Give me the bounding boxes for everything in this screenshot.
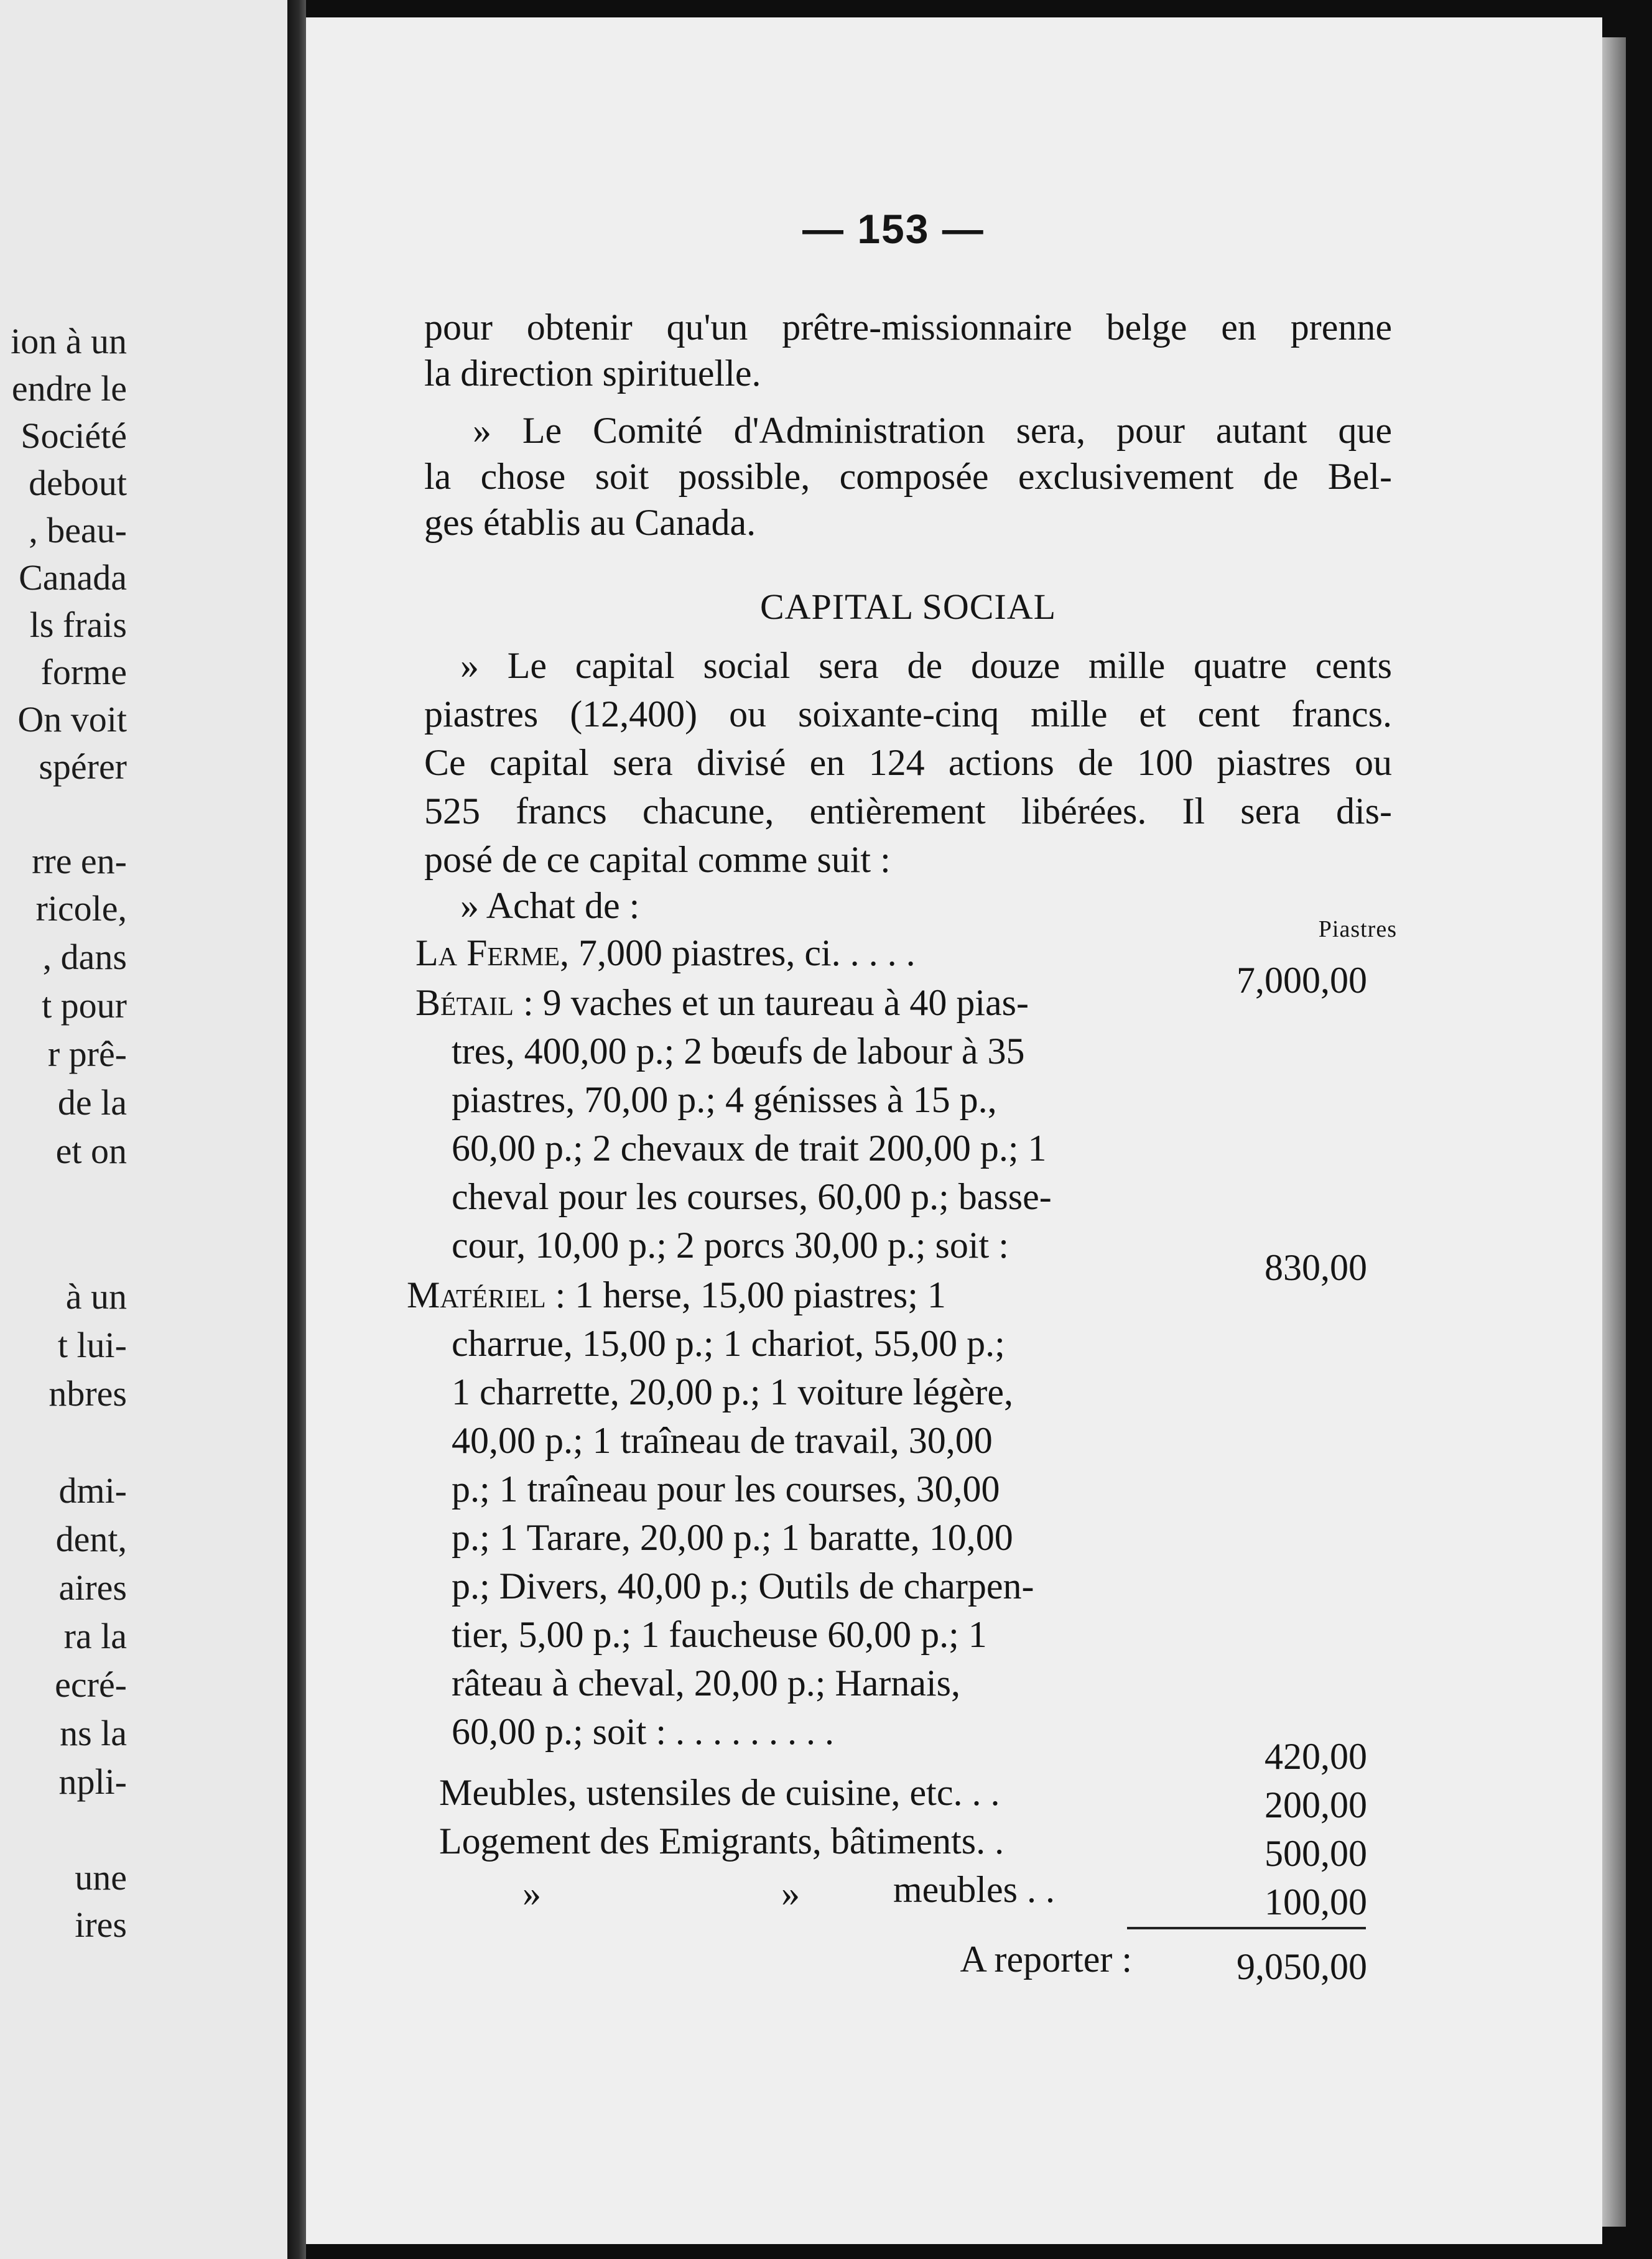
- facing-page-text-fragment: ion à un: [11, 321, 127, 361]
- facing-page-text-fragment: Société: [21, 415, 127, 456]
- facing-page-text-fragment: t lui-: [57, 1325, 127, 1365]
- facing-page-text-fragment: On voit: [17, 699, 127, 740]
- facing-page-text-fragment: ricole,: [35, 888, 127, 929]
- section-heading: CAPITAL SOCIAL: [759, 587, 1057, 627]
- item-betail: [415, 984, 1137, 1021]
- item-text: : 1 herse, 15,00 piastres; 1: [545, 1274, 946, 1315]
- facing-page-text-fragment: de la: [57, 1082, 127, 1123]
- facing-page-text-fragment: à un: [65, 1276, 127, 1317]
- column-header-piastres: Piastres: [1318, 916, 1397, 942]
- facing-page-text-fragment: debout: [29, 463, 127, 503]
- item-label: La Ferme: [415, 932, 560, 973]
- item-line: 60,00 p.; soit : . . . . . . . . .: [452, 1711, 835, 1752]
- item-line: piastres, 70,00 p.; 4 génisses à 15 p.,: [452, 1079, 997, 1120]
- facing-page-text-fragment: r prê-: [47, 1034, 127, 1074]
- facing-page-text-fragment: rre en-: [32, 841, 127, 881]
- facing-page-text-fragment: t pour: [42, 985, 127, 1026]
- item-line: p.; Divers, 40,00 p.; Outils de charpen-: [452, 1566, 1034, 1607]
- amount-ferme: 7,000,00: [1237, 960, 1367, 1001]
- facing-page-text-fragment: ns la: [60, 1713, 127, 1753]
- capital-line: posé de ce capital comme suit :: [424, 839, 891, 880]
- item-label: Bétail: [415, 982, 514, 1023]
- facing-page-text-fragment: forme: [40, 652, 127, 692]
- facing-page-text-fragment: , beau-: [29, 510, 127, 550]
- item-text: : 9 vaches et un taureau à 40 pias-: [513, 982, 1029, 1023]
- item-line: cheval pour les courses, 60,00 p.; basse-: [452, 1176, 1052, 1217]
- item-line: charrue, 15,00 p.; 1 chariot, 55,00 p.;: [452, 1323, 1005, 1364]
- ditto-mark: »: [781, 1873, 800, 1914]
- paragraph-line: » Le Comité d'Administration sera, pour autant que: [473, 410, 1392, 451]
- facing-page-text-fragment: ls frais: [29, 605, 127, 645]
- carry-forward-label: A reporter :: [960, 1939, 1132, 1980]
- facing-page-text-fragment: npli-: [58, 1761, 127, 1802]
- facing-page-text-fragment: Canada: [19, 557, 127, 598]
- page-number: — 153 —: [802, 206, 985, 252]
- amount-logement: 500,00: [1265, 1833, 1367, 1874]
- facing-page-text-fragment: spérer: [39, 746, 127, 787]
- item-label: Matériel: [407, 1274, 546, 1315]
- item-line: 1 charrette, 20,00 p.; 1 voiture légère,: [452, 1371, 1013, 1412]
- sum-rule: [1127, 1927, 1366, 1929]
- item-line: 40,00 p.; 1 traîneau de travail, 30,00: [452, 1420, 993, 1461]
- item-materiel: [407, 1276, 1128, 1314]
- item-logement: Logement des Emigrants, bâtiments. .: [439, 1821, 1005, 1862]
- item-ferme: [415, 934, 1137, 972]
- item-line: p.; 1 traîneau pour les courses, 30,00: [452, 1468, 1000, 1510]
- capital-line: 525 francs chacune, entièrement libérées. Il sera dis-: [424, 791, 1392, 832]
- facing-page-text-fragment: et on: [55, 1131, 127, 1171]
- facing-page-text-fragment: dmi-: [58, 1470, 127, 1511]
- item-logement-meubles: meubles . .: [893, 1869, 1055, 1910]
- ditto-mark: »: [522, 1873, 541, 1914]
- facing-page-text-fragment: ecré-: [55, 1664, 127, 1705]
- item-meubles: Meubles, ustensiles de cuisine, etc. . .: [439, 1772, 1000, 1813]
- paragraph-line: la direction spirituelle.: [424, 353, 761, 394]
- facing-page-text-fragment: ra la: [63, 1616, 127, 1656]
- capital-line: piastres (12,400) ou soixante-cinq mille et cent francs.: [424, 693, 1392, 735]
- capital-line: Ce capital sera divisé en 124 actions de 100 piastres ou: [424, 742, 1392, 783]
- amount-logement-meubles: 100,00: [1265, 1881, 1367, 1923]
- paragraph-line: ges établis au Canada.: [424, 502, 756, 543]
- item-line: tres, 400,00 p.; 2 bœufs de labour à 35: [452, 1031, 1025, 1072]
- facing-page-text-fragment: une: [75, 1857, 127, 1898]
- facing-page-text-fragment: dent,: [55, 1519, 127, 1559]
- capital-line: » Le capital social sera de douze mille quatre cents: [460, 645, 1392, 686]
- facing-page-text-fragment: ires: [75, 1904, 127, 1945]
- amount-materiel: 420,00: [1265, 1736, 1367, 1777]
- item-line: p.; 1 Tarare, 20,00 p.; 1 baratte, 10,00: [452, 1517, 1013, 1558]
- amount-meubles: 200,00: [1265, 1784, 1367, 1825]
- paragraph-line: la chose soit possible, composée exclusivement de Bel-: [424, 456, 1392, 497]
- facing-page-text-fragment: endre le: [11, 368, 127, 409]
- amount-betail: 830,00: [1265, 1247, 1367, 1288]
- facing-page-text-fragment: nbres: [49, 1373, 127, 1414]
- paragraph-line: pour obtenir qu'un prêtre-missionnaire belge en prenne: [424, 307, 1392, 348]
- item-line: 60,00 p.; 2 chevaux de trait 200,00 p.; 1: [452, 1128, 1047, 1169]
- carry-forward-amount: 9,050,00: [1237, 1946, 1367, 1987]
- achat-intro: » Achat de :: [460, 885, 640, 926]
- facing-page-text-fragment: aires: [58, 1567, 127, 1608]
- item-line: râteau à cheval, 20,00 p.; Harnais,: [452, 1663, 960, 1704]
- item-line: tier, 5,00 p.; 1 faucheuse 60,00 p.; 1: [452, 1614, 987, 1655]
- facing-page-text-fragment: , dans: [42, 937, 127, 977]
- item-line: cour, 10,00 p.; 2 porcs 30,00 p.; soit :: [452, 1225, 1009, 1266]
- item-text: , 7,000 piastres, ci. . . . .: [560, 932, 916, 973]
